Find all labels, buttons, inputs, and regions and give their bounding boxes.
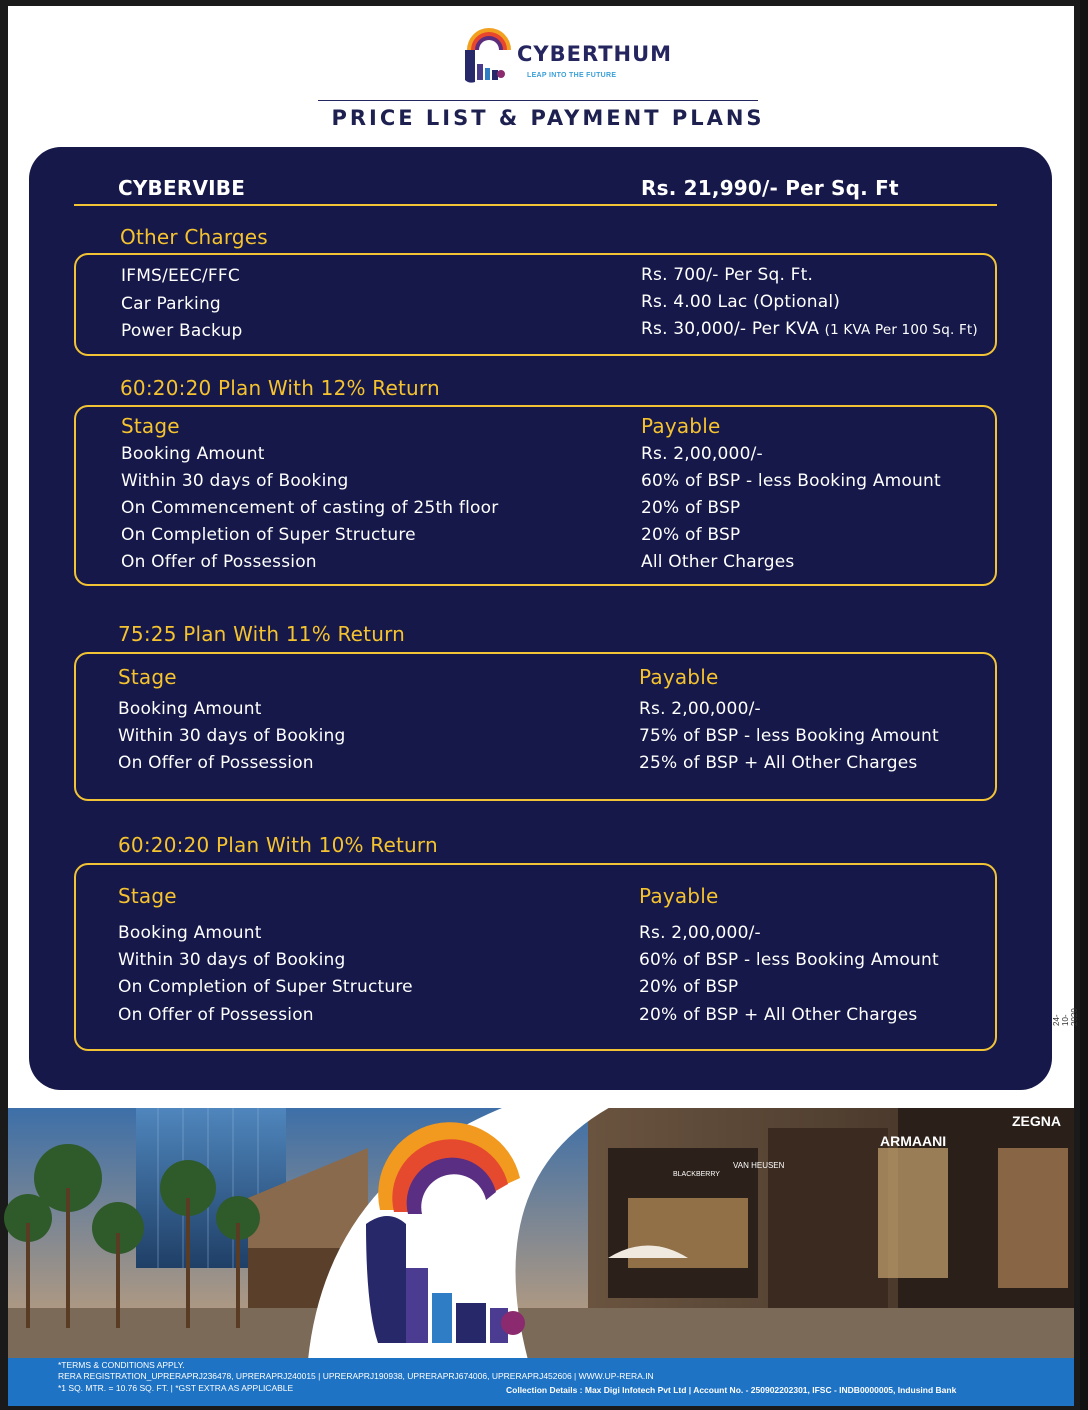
- payable-cell: Rs. 2,00,000/-: [639, 699, 761, 719]
- stage-header: Stage: [118, 884, 177, 908]
- charge-value: [641, 319, 978, 339]
- brochure-page: [8, 6, 1079, 1406]
- stage-header: Stage: [118, 665, 177, 689]
- stage-cell: On Completion of Super Structure: [121, 525, 416, 545]
- stage-cell: On Offer of Possession: [118, 1005, 314, 1025]
- store-sign: VAN HEUSEN: [733, 1161, 785, 1170]
- product-name: CYBERVIBE: [118, 176, 246, 200]
- brand-tagline: LEAP INTO THE FUTURE: [527, 72, 617, 79]
- units-note: *1 SQ. MTR. = 10.76 SQ. FT. | *GST EXTRA AS APPLICABLE: [58, 1383, 294, 1393]
- charge-value: Rs. 700/- Per Sq. Ft.: [641, 265, 814, 285]
- stage-cell: Booking Amount: [118, 923, 262, 943]
- plan-heading: 60:20:20 Plan With 12% Return: [120, 376, 440, 400]
- payable-header: Payable: [639, 884, 719, 908]
- brand-logo: [455, 20, 673, 90]
- payable-cell: 60% of BSP - less Booking Amount: [639, 950, 939, 970]
- product-divider: [74, 204, 997, 206]
- stage-cell: Within 30 days of Booking: [118, 950, 346, 970]
- payable-cell: 25% of BSP + All Other Charges: [639, 753, 918, 773]
- charge-value: Rs. 4.00 Lac (Optional): [641, 292, 841, 312]
- charge-label: IFMS/EEC/FFC: [121, 266, 240, 286]
- stage-cell: Within 30 days of Booking: [121, 471, 349, 491]
- store-sign: ZEGNA: [1012, 1113, 1061, 1129]
- payable-cell: All Other Charges: [641, 552, 795, 572]
- stage-cell: Within 30 days of Booking: [118, 726, 346, 746]
- stage-cell: On Commencement of casting of 25th floor: [121, 498, 499, 518]
- development-render: [8, 1108, 1074, 1360]
- payable-cell: 20% of BSP: [641, 498, 741, 518]
- store-sign: ARMAANI: [880, 1133, 947, 1149]
- title-divider: [318, 100, 758, 101]
- payable-cell: Rs. 2,00,000/-: [639, 923, 761, 943]
- payable-cell: 20% of BSP + All Other Charges: [639, 1005, 918, 1025]
- other-charges-heading: Other Charges: [120, 225, 268, 249]
- cyberthum-logo-icon: [455, 20, 515, 86]
- stage-cell: On Completion of Super Structure: [118, 977, 413, 997]
- payable-cell: 60% of BSP - less Booking Amount: [641, 471, 941, 491]
- charge-label: Power Backup: [121, 321, 243, 341]
- print-date: 24-10-2020: [1052, 1008, 1079, 1026]
- rera-registration: RERA REGISTRATION_UPRERAPRJ236478, UPRERAPRJ240015 | UPRERAPRJ190938, UPRERAPRJ674006, UPRERAPRJ452606 | WWW.UP-RERA.IN: [58, 1371, 654, 1381]
- brand-name: CYBERTHUM: [517, 42, 673, 66]
- stage-cell: Booking Amount: [121, 444, 265, 464]
- plan-heading: 60:20:20 Plan With 10% Return: [118, 833, 438, 857]
- payable-header: Payable: [639, 665, 719, 689]
- store-sign: BLACKBERRY: [673, 1171, 720, 1178]
- stage-cell: On Offer of Possession: [121, 552, 317, 572]
- plan-heading: 75:25 Plan With 11% Return: [118, 622, 406, 646]
- payable-cell: 20% of BSP: [641, 525, 741, 545]
- charge-value-main: Rs. 30,000/- Per KVA: [641, 319, 820, 339]
- charge-value-note: (1 KVA Per 100 Sq. Ft): [824, 322, 978, 338]
- collection-details: Collection Details : Max Digi Infotech Pvt Ltd | Account No. - 250902202301, IFSC - INDB0000005, Indusind Bank: [506, 1385, 957, 1395]
- terms-note: *TERMS & CONDITIONS APPLY.: [58, 1360, 185, 1370]
- payable-cell: Rs. 2,00,000/-: [641, 444, 763, 464]
- page-title: PRICE LIST & PAYMENT PLANS: [331, 106, 765, 130]
- stage-header: Stage: [121, 414, 180, 438]
- stage-cell: On Offer of Possession: [118, 753, 314, 773]
- payable-cell: 20% of BSP: [639, 977, 739, 997]
- stage-cell: Booking Amount: [118, 699, 262, 719]
- payable-cell: 75% of BSP - less Booking Amount: [639, 726, 939, 746]
- payable-header: Payable: [641, 414, 721, 438]
- product-price: Rs. 21,990/- Per Sq. Ft: [641, 176, 899, 200]
- charge-label: Car Parking: [121, 294, 221, 314]
